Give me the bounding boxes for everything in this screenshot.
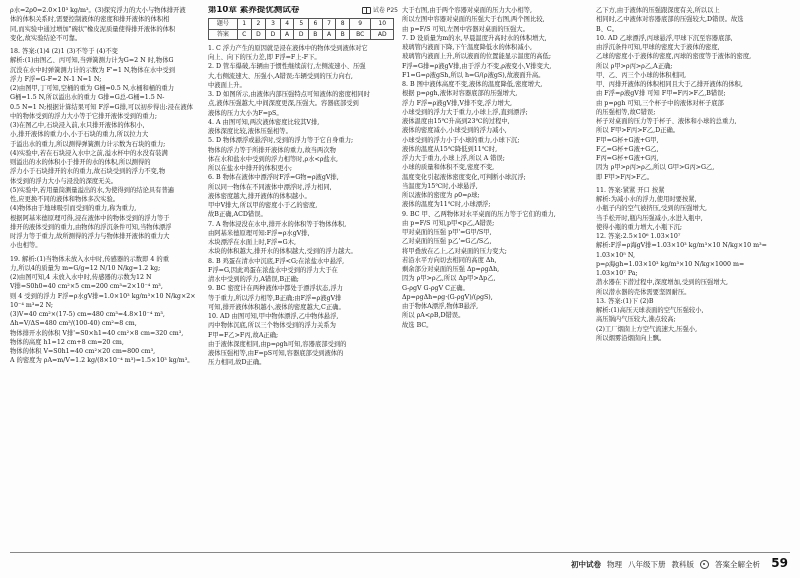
- column-4-line: 乙下方,由于液体的压强跟深度有关,所以以上: [596, 7, 720, 14]
- answer-key-cell: 2: [251, 19, 266, 29]
- answer-key-cell: 3: [266, 19, 281, 29]
- column-3-line: 9. BC 甲、乙两物体对水平桌面的压力等于它们的重力,: [402, 210, 556, 218]
- footer-subject: 物理: [607, 560, 622, 569]
- column-4-line: 杯子对桌面的压力等于杯子、液体和小球的总重力,: [596, 118, 737, 125]
- column-1-line: 小,排开液体的重力小,小于石块的重力,所以拉力大: [10, 131, 149, 139]
- column-4-line: 乙球的密度小于液体的密度,丙球的密度等于液体的密度,: [596, 53, 752, 61]
- column-2-line: 等于重力,所以浮力相等,B正确;由F浮=ρ液gV排: [208, 294, 342, 302]
- column-1-line: (4)实验中,若在石块浸入水中之前,溢水杯中的水没有装满: [10, 149, 168, 157]
- column-3-line: 将甲叠放在乙上,乙对桌面的压力变大;: [402, 247, 507, 255]
- column-3-line: 乙对桌面的压强 p乙'=G乙/S乙,: [402, 238, 492, 246]
- column-4-line: 1.03×10⁵ N,: [596, 251, 635, 259]
- column-3-line: 浮力 F浮=ρ液gV排,V排不变,浮力增大,: [402, 99, 513, 107]
- footer-rule: [10, 552, 790, 553]
- answer-key-cell: 1: [237, 19, 251, 29]
- column-1-line: (2)由图可知,4 未放入水中时,传感器的示数为12 N: [10, 274, 152, 281]
- footer-publisher: 教科版: [671, 560, 694, 569]
- column-2-line: 木块的体积越大,排开水的体积越大,受到的浮力越大。: [208, 248, 357, 256]
- column-4-line: 所以烟雾沿烟囱向上飘。: [596, 334, 666, 342]
- column-1-line: (3)V=40 cm²×(17-5) cm=480 cm³=4.8×10⁻⁴ m³,: [10, 311, 165, 318]
- answer-key-cell: 10: [371, 19, 394, 29]
- column-4-line: 所以潜水器的壳体需要坚固耐压。: [596, 288, 691, 296]
- page-number: 59: [771, 556, 788, 570]
- column-2-line: 液体深度比较,液体压强相等。: [208, 128, 292, 135]
- answer-key-cell: 7: [322, 19, 336, 29]
- column-2-line: 丙中物体沉底,所以三个物体受到的浮力关系为: [208, 322, 336, 330]
- column-4-line: 解析:(1)高压天球表面的空气压强较小,: [596, 307, 704, 314]
- footer-edition: 八年级下册: [628, 560, 666, 569]
- column-1-line: 体的体积关系时,需要控制液体的密度和排开液体的体积相: [10, 16, 170, 24]
- column-4-line: 小瓶子内的空气被挤压,受到的压强增大,: [596, 205, 708, 213]
- column-2-line: 物体的浮力等于所排开液体的重力,故当两次物: [208, 146, 336, 154]
- column-3-line: 故选 BC。: [402, 321, 433, 329]
- column-2-line: 1. C 浮力产生的原因就是浸在液体中的物体受到液体对它: [208, 44, 368, 52]
- column-2-line: 4. A 由图可知,两次液体密度比较其V排,: [208, 118, 320, 126]
- column-1-line: 10⁻⁴ m³=2 N;: [10, 301, 54, 309]
- column-4-line: 11. 答案:紧紧 开口 按紧: [596, 186, 665, 194]
- answer-key-cell: A: [322, 29, 336, 39]
- column-1-line: 物体的体积 V=S0h1=40 cm²×20 cm=800 cm³,: [10, 348, 156, 355]
- column-2-line: 所以同一物体在不同液体中漂浮时,浮力相同,: [208, 183, 332, 191]
- column-4-line: 相同时,乙中液体对容器底部的压强较大,D错误。故选: [596, 16, 744, 24]
- column-2-line: 点,液体压强越大,中间深度更深,压强大。容器底部受到: [208, 100, 359, 108]
- column-3-line: 液体的密度减小,小球受到的浮力减小,: [402, 127, 507, 135]
- column-4-line: 由 p=ρgh 可知,三个杯子中的液体对杯子底部: [596, 99, 724, 107]
- column-2-line: F浮=G,因此鸡蛋在浓盐水中受到的浮力大于在: [208, 266, 338, 274]
- column-2-line: 6. B 物体在液体中漂浮时F浮=G物=ρ液gV排,: [208, 174, 339, 182]
- column-2-line: 7. A 物体浸没在水中,排开水的体积等于物体体积,: [208, 220, 347, 228]
- answer-key-cell: AD: [371, 29, 394, 39]
- column-4-line: 解析:F浮=ρ海gV排=1.03×10³ kg/m³×10 N/kg×10 m³=: [596, 242, 767, 250]
- column-1-line: 沉没在水中时弹簧测力计的示数为 F'=1 N,物体在水中受到: [10, 66, 176, 74]
- column-2-line: 所以在盐水中排开的体积更小;: [208, 165, 292, 172]
- column-1-line: 于溢出水的重力,所以测得弹簧测力计示数为石块的重力;: [10, 140, 166, 148]
- column-2-line: 木块漂浮在水面上时,F浮=G木,: [208, 239, 296, 246]
- answer-key-cell: D: [294, 29, 309, 39]
- column-3-line: 剩余部分对桌面的压强 Δp=ρgΔh,: [402, 266, 500, 273]
- column-1-line: 物体的高度 h1=12 cm+8 cm=20 cm,: [10, 338, 124, 346]
- column-4-line: 所以 ρ甲>ρ丙>ρ乙,A正确;: [596, 62, 673, 70]
- column-3-line: 甲对桌面的压强 p甲'=G甲/S甲,: [402, 229, 492, 236]
- column-2-line: 3. D 如图所示,由液体内部压强特点可知液体的密度相同时: [208, 91, 370, 98]
- answer-key-cell: D: [266, 29, 281, 39]
- column-4-line: 当手松开时,瓶内压强减小,水进入瓶中,: [596, 214, 703, 222]
- column-3-line: 8. B 图中液体高度不变,液体的温度降低,密度增大,: [402, 81, 543, 88]
- column-3-line: 玻璃管内液面下降,下午温度降低水的体积减小,: [402, 44, 532, 51]
- column-4-line: 1.03×10⁷ Pa;: [596, 270, 638, 277]
- column-2-line: 由于液体深度相同,由p=ρgh可知,容器底部受到的: [208, 340, 347, 348]
- column-1-line: 中的物体受到的浮力大小等于它排开液体受到的重力;: [10, 112, 157, 120]
- column-4-line: (2)工厂烟囱上方空气流速大,压强小,: [596, 325, 698, 333]
- answer-key-cell: 4: [280, 19, 294, 29]
- column-1-line: G桶=1.5 N,所以溢出水的重力 G排=G总-G桶=1.5 N-: [10, 94, 165, 102]
- column-3-line: 玻璃管内液面上升,所以液面的位置能显示温度的高低;: [402, 53, 551, 61]
- column-1-line: 18. 答案:(1)4 (2)1 (3)不等于 (4)不变: [10, 48, 118, 55]
- column-4-line: 13. 答案:(1)下 (2)B: [596, 297, 654, 305]
- answer-key-cell: B: [309, 29, 323, 39]
- chapter-ref: [362, 6, 398, 15]
- column-1-line: 19. 解析:(1)当物体未放入水中时,传感器的示数即 4 的重: [10, 255, 170, 263]
- column-1-line: (5)实验中,若用量筒测量溢出的水,为使得到的结论具有普遍: [10, 186, 175, 194]
- column-1-line: Δh=V/ΔS=480 cm³/(100-40) cm²=8 cm,: [10, 320, 137, 328]
- column-3-line: 小球的质量和体积不变,密度不变,: [402, 164, 495, 172]
- column-1-line: 物体排开水的体积 V排'=S0×h1=40 cm²×8 cm=320 cm³,: [10, 329, 184, 337]
- column-4-line: 使得小瓶的重力增大,小瓶下沉;: [596, 223, 682, 231]
- column-2-line: 2. D 管车爆破,车辆由于惯性继续前行,左侧流速小、压强: [208, 63, 366, 71]
- column-4-line: 潜水器在下潜过程中,深度增加,受到的压强增大,: [596, 279, 728, 287]
- column-3-line: 由于物体A漂浮,物体B悬浮,: [402, 303, 479, 310]
- chapter-title: 第10章 素养提优测试卷: [208, 6, 300, 15]
- column-3-line: 小球受到的浮力大于重力,小球上浮,直到漂浮;: [402, 108, 528, 116]
- column-1-line: V排=S0h0=40 cm²×5 cm=200 cm³=2×10⁻⁴ m³,: [10, 283, 163, 291]
- column-2-line: 故B正确,ACD错误。: [208, 211, 267, 219]
- answer-key-cell: 9: [349, 19, 370, 29]
- column-2-line: 可知,排开液体体积越小,液体的密度越大,C正确。: [208, 303, 345, 311]
- answer-key-cell: BC: [349, 29, 370, 39]
- column-4-line: 高压锅内气压较大,沸点较高;: [596, 316, 676, 324]
- answer-key-cell: D: [251, 29, 266, 39]
- column-3-line: 因为 ρ甲>ρ乙,所以 Δp甲>Δp乙,: [402, 275, 496, 283]
- answer-key-cell: C: [237, 29, 251, 39]
- column-1-line: 0.5 N=1 N;根据计算结果可知 F浮=G排,可以初步得出:浸在液体: [10, 103, 193, 111]
- column-3-line: 温度变化引起液体密度变化,可判断小球沉浮;: [402, 173, 526, 181]
- column-3-line: F浮=G排=ρ液gV排,由于浮力不变,ρ液变小,V排变大,: [402, 62, 552, 70]
- answer-key-cell: 6: [309, 19, 323, 29]
- footer-section: 答案全解全析: [715, 560, 760, 569]
- column-4-line: 10. AD 乙球漂浮,丙球悬浮,甲球下沉至容器底部,: [596, 34, 733, 42]
- column-1-line: 体受到的浮力大小与浸没的深度无关。: [10, 177, 118, 185]
- footer-brand: 初中试卷: [571, 560, 601, 569]
- column-3-line: 液体的温度从15℃降低到11℃时,: [402, 145, 498, 153]
- column-3-line: 浮力大于重力,小球上浮,所以 A 错误;: [402, 155, 505, 162]
- column-2-line: 甲中V排大,所以甲的密度小于乙的密度,: [208, 202, 318, 209]
- answer-key-cell: A: [280, 29, 294, 39]
- column-4-line: 即 F甲>F丙>F乙。: [596, 173, 654, 181]
- answer-key-cell: 题号: [209, 19, 238, 29]
- answer-key-row-answers: [209, 29, 394, 39]
- column-2-line: 压力相同,故D正确。: [208, 359, 266, 367]
- column-3-line: 若沿水平方向切去相同的高度 Δh,: [402, 256, 497, 264]
- column-3-line: 大于右图,由于两个容器对桌面的压力大小相等,: [402, 7, 532, 14]
- answer-key-row-numbers: [209, 19, 394, 29]
- column-4-line: 甲、乙、丙三个小球的体积相同,: [596, 71, 687, 79]
- column-2-line: 向上、向下的压力差,即 F浮=F上-F下。: [208, 54, 321, 61]
- column-2-body: [208, 44, 398, 368]
- column-2-line: 液体的压力大小为F=pS。: [208, 109, 283, 117]
- column-1-line: 浮力 F浮=G-F=2 N-1 N=1 N;: [10, 75, 102, 83]
- column-1-line: 则溢出的水的体积小于排开的水的体积,所以测得的: [10, 159, 151, 166]
- chapter-header: [208, 6, 398, 15]
- column-2-line: 液体密度越大,排开液体的体积越小。: [208, 192, 311, 200]
- column-1-line: (3)在图乙中,石块浸入前,水只排开液体的体积小,: [10, 122, 145, 129]
- book-icon: [362, 7, 371, 14]
- column-3-line: 所以液体的密度为 ρ0=ρ球;: [402, 192, 480, 199]
- answer-key-cell: B: [336, 29, 350, 39]
- column-1-line: 浮力小于石块排开的水的重力,故石块受到的浮力不变,物: [10, 168, 166, 176]
- column-2-line: 8. B 鸡蛋在清水中沉底,F浮<G;在浓盐水中悬浮,: [208, 257, 345, 265]
- column-1-line: 解析:(1)由图乙、丙可知,当弹簧测力计为G=2 N 时,物体G: [10, 57, 174, 65]
- column-1-line: 时浮力等于重力,故所测得的浮力与物体排开液体的重力大: [10, 233, 170, 240]
- column-2-line: 5. D 物体漂浮或悬浮时,受到的浮力等于它自身重力;: [208, 137, 354, 145]
- column-1-line: A 的密度为 ρA=m/V=1.2 kg/(8×10⁻⁴ m³)=1.5×10³ kg/m³。: [10, 357, 194, 365]
- chapter-ref-text: 试卷 P25: [372, 7, 398, 14]
- column-2-line: 中液面上升。: [208, 81, 246, 89]
- column-2-line: 大,右侧流速大、压强小,A错误;车辆受到的压力向右,: [208, 72, 353, 80]
- column-2-line: 9. BC 密度计在两种液体中都处于漂浮状态,浮力: [208, 285, 343, 293]
- column-3-line: F1=G=ρ液gSh,所以 h=G/(ρ液gS),故液面升高。: [402, 71, 545, 79]
- answer-key-cell: 答案: [209, 29, 238, 39]
- logo-icon: [700, 560, 709, 569]
- column-4-line: 由 F浮=ρ液gV排 可知 F甲=F丙>F乙,B错误;: [596, 90, 726, 98]
- column-1-line: 力,所以4的质量为 m=G/g=12 N/10 N/kg=1.2 kg;: [10, 264, 161, 272]
- column-4-line: 12. 答案:2.5×10⁶ 1.03×10⁷: [596, 233, 681, 240]
- column-1-line: ρ水=2ρ0=2.0×10³ kg/m³。(3)探究浮力的大小与物体排开液: [10, 7, 186, 14]
- column-1-line: 根据阿基米德原理可得,浸在液体中的物体受到的浮力等于: [10, 214, 170, 222]
- column-3-line: 小球受到的浮力小于小球的重力,小球下沉;: [402, 136, 520, 144]
- column-4-line: 因为 ρ甲>ρ丙>ρ乙,所以 G甲>G丙>G乙,: [596, 164, 715, 172]
- answer-key-table: [208, 18, 394, 40]
- column-1-line: 小也相等。: [10, 242, 42, 250]
- column-4-line: 所以 F甲>F丙>F乙,D正确。: [596, 127, 680, 135]
- column-4-line: F乙=G杯+G液+G乙,: [596, 145, 659, 153]
- column-3-line: 所以左图中容器对桌面的压强大于右图,两个图比较,: [402, 16, 545, 24]
- column-1-line: (4)物体由于地球吸引而受到的重力,称为重力,: [10, 205, 137, 213]
- column-1-line: 变化,故实验结论不可靠。: [10, 34, 82, 42]
- column-1-line: 性,应更换不同的液体和物体多次实验。: [10, 196, 120, 203]
- column-4-line: F丙=G杯+G液+G丙,: [596, 155, 659, 162]
- column-1-line: 则 4 受到的浮力 F浮=ρ水gV排=1.0×10³ kg/m³×10 N/kg×2×: [10, 292, 196, 300]
- column-3-line: 由 p=F/S 可知,p甲<p乙,A错误;: [402, 219, 495, 227]
- column-3-line: Δp=ρgΔh=ρg·(G-ρgV)/(ρgS),: [402, 293, 493, 301]
- column-2-line: 10. AD 由图可知,甲中物体漂浮,乙中物体悬浮,: [208, 313, 339, 320]
- column-4: [596, 6, 792, 546]
- column-3-line: G-ρgV G-ρgV C正确。: [402, 284, 469, 292]
- column-3-line: 由 p=F/S 可知,左图中容器对桌面的压强大。: [402, 25, 529, 33]
- answer-key-cell: 8: [336, 19, 350, 29]
- column-4-line: B、C。: [596, 25, 619, 33]
- column-4-line: 解析:为减小水的浮力,使用时要按紧,: [596, 196, 697, 203]
- page-footer: [0, 548, 800, 578]
- column-3-line: 所以 ρA<ρB,D错误。: [402, 312, 465, 320]
- column-2: [208, 6, 398, 546]
- column-2-line: 由阿基米德原理可知:F浮=ρ水gV排,: [208, 229, 310, 237]
- column-2-line: F甲=F乙>F丙,故A正确;: [208, 331, 279, 339]
- column-1-line: 同,而实验中通过增加"碗状"橡皮泥质量使得排开液体的体积: [10, 25, 176, 33]
- column-3: [402, 6, 592, 546]
- column-4-line: F甲=G杯+G液+G甲,: [596, 136, 659, 144]
- column-4-line: 的压强相等,故C错误;: [596, 108, 656, 116]
- column-2-line: 清水中受到的浮力,A错误,B正确;: [208, 276, 299, 283]
- column-3-line: 7. D 设质量为m的水,早晨温度升高时水的体积增大,: [402, 34, 547, 42]
- column-3-line: 液体的温度为11℃时,小球漂浮;: [402, 201, 491, 209]
- column-1: [10, 6, 200, 546]
- column-4-line: 由浮沉条件可知,甲球的密度大于液体的密度,: [596, 44, 720, 51]
- column-3-line: 根据 p=ρgh,液体对容器底部的压强增大,: [402, 90, 518, 98]
- column-1-line: 排开的液体受到的重力,由物体的浮沉条件可知,当物体漂浮: [10, 223, 172, 231]
- column-4-line: p=ρ海gh=1.03×10³ kg/m³×10 N/kg×1000 m=: [596, 260, 745, 268]
- column-2-line: 液体压强相等,由F=pS可知,容器底部受到液体的: [208, 350, 344, 357]
- column-2-line: 体在水和盐水中受到的浮力相等时,ρ水<ρ盐水,: [208, 155, 339, 163]
- column-4-line: 甲、丙排开液体的体积相同且大于乙排开液体的体积,: [596, 81, 743, 88]
- column-3-line: 当温度为15℃时,小球悬浮,: [402, 182, 478, 190]
- column-1-line: (2)由图甲,丁可知,空桶的重为 G桶=0.5 N,水桶和桶的重力: [10, 85, 174, 92]
- footer-text: [571, 559, 760, 570]
- answer-key-cell: 5: [294, 19, 309, 29]
- column-3-line: 液体温度由15℃升高到23℃的过程中,: [402, 118, 510, 125]
